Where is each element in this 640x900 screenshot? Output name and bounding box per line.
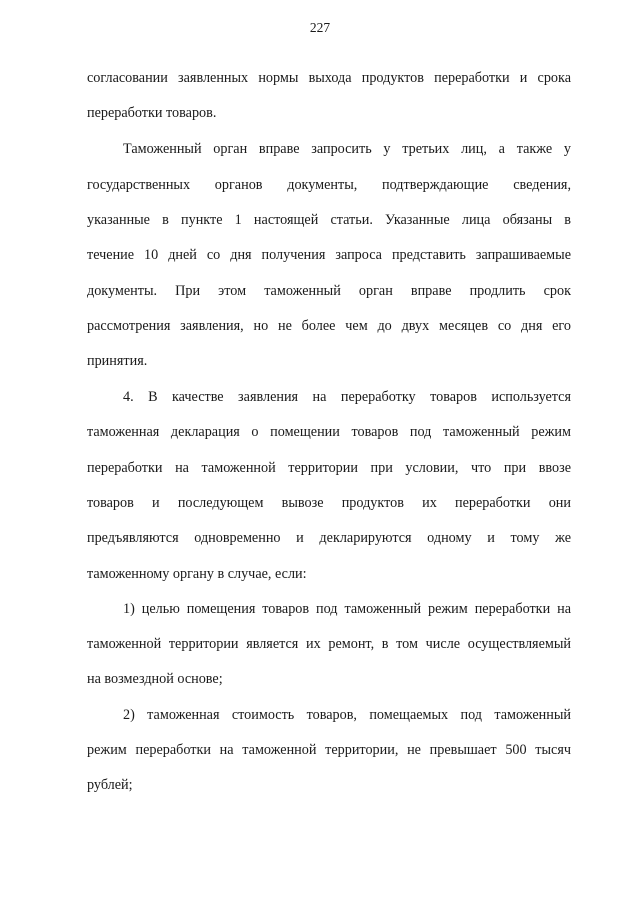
page-number: 227: [309, 20, 331, 35]
text-line: согласовании заявленных нормы выхода продуктов переработки и срока: [87, 70, 571, 86]
text-line: принятия.: [87, 353, 148, 369]
text-line: таможенной территории является их ремонт, в том числе осуществляемый: [87, 636, 571, 652]
text-line: рассмотрения заявления, но не более чем до двух месяцев со дня его: [87, 318, 571, 334]
text-line: таможенная декларация о помещении товаров под таможенный режим: [87, 424, 571, 440]
text-line: на возмездной основе;: [87, 671, 223, 687]
text-line: документы. При этом таможенный орган вправе продлить срок: [87, 283, 571, 299]
paragraph-first-line: 1) целью помещения товаров под таможенный режим переработки на: [123, 601, 571, 617]
text-line: рублей;: [87, 777, 133, 793]
text-line: течение 10 дней со дня получения запроса представить запрашиваемые: [87, 247, 571, 263]
text-line: товаров и последующем вывозе продуктов их переработки они: [87, 495, 571, 511]
text-line: переработки товаров.: [87, 105, 217, 121]
text-line: государственных органов документы, подтверждающие сведения,: [87, 177, 571, 193]
paragraph-first-line: Таможенный орган вправе запросить у третьих лиц, а также у: [123, 141, 571, 157]
text-line: указанные в пункте 1 настоящей статьи. Указанные лица обязаны в: [87, 212, 571, 228]
text-line: таможенному органу в случае, если:: [87, 566, 307, 582]
paragraph-first-line: 4. В качестве заявления на переработку товаров используется: [123, 389, 571, 405]
text-line: переработки на таможенной территории при условии, что при ввозе: [87, 460, 571, 476]
paragraph-first-line: 2) таможенная стоимость товаров, помещаемых под таможенный: [123, 707, 571, 723]
text-line: режим переработки на таможенной территории, не превышает 500 тысяч: [87, 742, 571, 758]
text-line: предъявляются одновременно и декларируются одному и тому же: [87, 530, 571, 546]
